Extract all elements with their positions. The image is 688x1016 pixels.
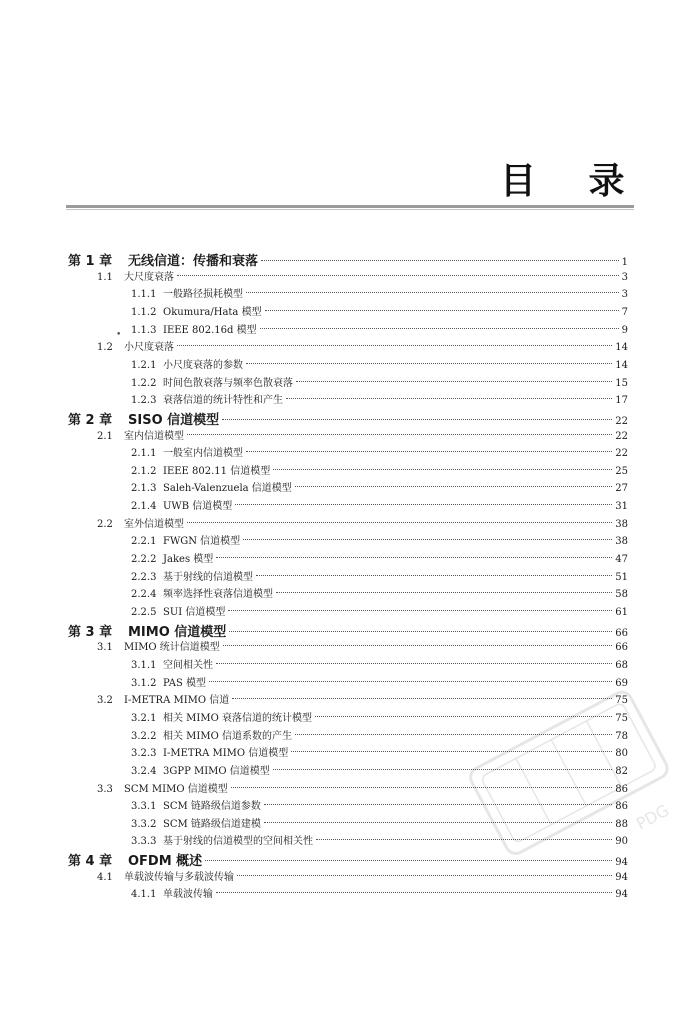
toc-entry-sub xyxy=(131,356,628,371)
toc-entry-number: 3.1.2 xyxy=(131,677,157,689)
toc-entry-page: 9 xyxy=(621,324,628,336)
toc-leader-dots xyxy=(286,398,612,399)
toc-leader-dots xyxy=(187,522,612,523)
toc-entry-number: 4.1 xyxy=(97,871,113,883)
toc-entry-page: 14 xyxy=(615,359,628,371)
toc-entry-title: IEEE 802.11 信道模型 xyxy=(163,465,271,477)
toc-leader-dots xyxy=(177,345,612,346)
toc-entry-sub xyxy=(131,321,628,336)
toc-entry-title: 一般室内信道模型 xyxy=(163,448,243,460)
toc-entry-section xyxy=(97,638,628,653)
toc-entry-number: 2.2.3 xyxy=(131,571,157,583)
toc-entry-number: 3.2.2 xyxy=(131,730,157,742)
toc-leader-dots xyxy=(261,260,619,261)
toc-leader-dots xyxy=(264,804,612,805)
toc-entry-number: 2.1 xyxy=(97,430,113,442)
toc-leader-dots xyxy=(260,328,619,329)
toc-entry-page: 25 xyxy=(615,465,628,477)
toc-leader-dots xyxy=(315,716,612,717)
toc-entry-number: 第 1 章 xyxy=(68,254,113,269)
toc-entry-section xyxy=(97,338,628,353)
toc-entry-page: 1 xyxy=(621,257,628,268)
toc-leader-dots xyxy=(246,451,612,452)
toc-entry-number: 1.1.3 xyxy=(131,324,157,336)
toc-entry-number: 1.2.3 xyxy=(131,395,157,407)
toc-entry-sub xyxy=(131,550,628,565)
toc-entry-title: UWB 信道模型 xyxy=(163,501,233,513)
toc-entry-sub xyxy=(131,444,628,459)
toc-leader-dots xyxy=(243,539,612,540)
toc-entry-title: FWGN 信道模型 xyxy=(163,536,241,548)
watermark-text: PDG xyxy=(632,800,673,834)
toc-entry-title: SUI 信道模型 xyxy=(163,607,226,618)
toc-entry-chapter xyxy=(68,409,628,428)
toc-entry-number: 2.1.2 xyxy=(131,465,157,477)
page-title: 目 录 xyxy=(500,161,645,202)
toc-entry-number: 第 4 章 xyxy=(68,854,113,870)
toc-leader-dots xyxy=(216,892,612,893)
toc-entry-number: 3.2 xyxy=(97,695,113,707)
toc-entry-chapter xyxy=(68,621,628,640)
toc-entry-page: 3 xyxy=(621,271,628,283)
toc-leader-dots xyxy=(256,575,612,576)
toc-entry-title: 一般路径损耗模型 xyxy=(163,289,243,301)
toc-entry-number: 1.2 xyxy=(97,342,113,354)
toc-leader-dots xyxy=(316,839,612,840)
toc-leader-dots xyxy=(246,363,612,364)
toc-entry-sub xyxy=(131,797,628,812)
toc-entry-page: 69 xyxy=(615,677,628,689)
toc-entry-page: 31 xyxy=(615,501,628,513)
toc-entry-title: MIMO 信道模型 xyxy=(128,624,227,640)
toc-entry-page: 80 xyxy=(615,748,628,760)
toc-leader-dots xyxy=(216,663,612,664)
toc-leader-dots xyxy=(231,787,613,788)
toc-entry-page: 38 xyxy=(615,536,628,548)
toc-entry-title: SCM MIMO 信道模型 xyxy=(124,783,228,795)
toc-entry-page: 58 xyxy=(615,589,628,601)
toc-entry-page: 66 xyxy=(615,642,628,654)
toc-entry-page: 15 xyxy=(615,377,628,389)
toc-entry-title: Saleh-Valenzuela 信道模型 xyxy=(163,483,292,495)
stray-mark: • xyxy=(116,330,122,340)
toc-entry-sub xyxy=(131,479,628,494)
toc-entry-sub xyxy=(131,815,628,830)
toc-entry-sub xyxy=(131,832,628,847)
toc-entry-page: 22 xyxy=(615,430,628,442)
toc-leader-dots xyxy=(209,681,612,682)
toc-entry-page: 38 xyxy=(615,518,628,530)
toc-entry-sub xyxy=(131,285,628,300)
toc-entry-title: 3GPP MIMO 信道模型 xyxy=(163,765,270,777)
toc-leader-dots xyxy=(223,645,612,646)
toc-entry-title: 基于射线的信道模型的空间相关性 xyxy=(163,836,313,848)
toc-entry-section xyxy=(97,780,628,795)
toc-entry-sub xyxy=(131,603,628,618)
toc-entry-title: SISO 信道模型 xyxy=(128,412,220,428)
toc-entry-page: 17 xyxy=(615,395,628,407)
toc-entry-number: 3.2.1 xyxy=(131,712,157,724)
toc-entry-sub xyxy=(131,727,628,742)
toc-entry-page: 61 xyxy=(615,607,628,618)
toc-entry-title: IEEE 802.16d 模型 xyxy=(163,324,257,336)
toc-entry-number: 3.3.1 xyxy=(131,801,157,813)
toc-entry-number: 1.2.2 xyxy=(131,377,157,389)
toc-entry-title: I-METRA MIMO 信道模型 xyxy=(163,748,289,760)
toc-entry-number: 3.1.1 xyxy=(131,659,157,671)
toc-leader-dots xyxy=(296,381,612,382)
toc-entry-number: 1.1 xyxy=(97,271,113,283)
toc-entry-page: 3 xyxy=(621,289,628,301)
toc-entry-section xyxy=(97,691,628,706)
toc-entry-title: 小尺度衰落的参数 xyxy=(163,359,243,371)
toc-entry-number: 2.1.4 xyxy=(131,501,157,513)
toc-entry-title: MIMO 统计信道模型 xyxy=(124,642,220,654)
toc-entry-page: 75 xyxy=(615,712,628,724)
toc-entry-title: OFDM 概述 xyxy=(128,854,203,870)
toc-leader-dots xyxy=(264,822,612,823)
toc-entry-number: 3.3.3 xyxy=(131,836,157,848)
toc-entry-title: 单载波传输与多载波传输 xyxy=(124,871,234,883)
toc-entry-number: 第 2 章 xyxy=(68,412,113,428)
toc-entry-sub xyxy=(131,391,628,406)
toc-entry-number: 3.3 xyxy=(97,783,113,795)
toc-entry-number: 2.1.1 xyxy=(131,448,157,460)
toc-entry-section xyxy=(97,868,628,883)
toc-entry-page: 90 xyxy=(615,836,628,848)
toc-entry-chapter xyxy=(68,250,628,269)
toc-entry-title: Jakes 模型 xyxy=(163,554,214,566)
toc-entry-title: 室外信道模型 xyxy=(124,518,184,530)
toc-entry-sub xyxy=(131,744,628,759)
toc-entry-sub xyxy=(131,585,628,600)
toc-entry-page: 75 xyxy=(615,695,628,707)
toc-entry-title: I-METRA MIMO 信道 xyxy=(124,695,230,707)
toc-entry-number: 1.1.1 xyxy=(131,289,157,301)
toc-leader-dots xyxy=(177,275,619,276)
toc-entry-page: 27 xyxy=(615,483,628,495)
title-rule-thin xyxy=(66,209,634,210)
toc-entry-page: 78 xyxy=(615,730,628,742)
toc-entry-sub xyxy=(131,709,628,724)
toc-leader-dots xyxy=(246,292,619,293)
toc-entry-chapter xyxy=(68,850,628,869)
toc-leader-dots xyxy=(273,769,612,770)
toc-leader-dots xyxy=(229,631,612,632)
toc-entry-sub xyxy=(131,462,628,477)
toc-leader-dots xyxy=(235,504,612,505)
toc-leader-dots xyxy=(291,751,612,752)
toc-entry-title: 衰落信道的统计特性和产生 xyxy=(163,395,283,407)
toc-leader-dots xyxy=(228,610,612,611)
toc-entry-sub xyxy=(131,568,628,583)
toc-leader-dots xyxy=(295,734,612,735)
toc-entry-page: 22 xyxy=(615,448,628,460)
toc-leader-dots xyxy=(237,875,612,876)
toc-entry-number: 1.2.1 xyxy=(131,359,157,371)
toc-entry-number: 4.1.1 xyxy=(131,889,157,901)
toc-entry-title: 小尺度衰落 xyxy=(124,342,174,354)
toc-leader-dots xyxy=(295,486,612,487)
toc-entry-title: PAS 模型 xyxy=(163,677,207,689)
toc-entry-sub xyxy=(131,762,628,777)
toc-leader-dots xyxy=(232,698,612,699)
toc-entry-number: 2.1.3 xyxy=(131,483,157,495)
toc-entry-title: 空间相关性 xyxy=(163,659,213,671)
toc-entry-number: 2.2.1 xyxy=(131,536,157,548)
toc-entry-page: 94 xyxy=(615,857,628,869)
toc-leader-dots xyxy=(187,434,612,435)
toc-entry-title: 频率选择性衰落信道模型 xyxy=(163,589,273,601)
toc-entry-page: 82 xyxy=(615,765,628,777)
toc-entry-sub xyxy=(131,497,628,512)
toc-leader-dots xyxy=(205,860,612,861)
toc-entry-number: 2.2.4 xyxy=(131,589,157,601)
toc-entry-sub xyxy=(131,303,628,318)
toc-entry-title: 相关 MIMO 信道系数的产生 xyxy=(163,730,292,742)
toc-entry-sub xyxy=(131,532,628,547)
toc-entry-number: 第 3 章 xyxy=(68,624,113,640)
toc-leader-dots xyxy=(265,310,619,311)
toc-entry-title: 单载波传输 xyxy=(163,889,213,901)
toc-entry-section xyxy=(97,515,628,530)
toc-entry-number: 3.2.3 xyxy=(131,748,157,760)
toc-entry-page: 22 xyxy=(615,415,628,427)
title-rule xyxy=(66,205,634,208)
toc-entry-number: 1.1.2 xyxy=(131,306,157,318)
toc-leader-dots xyxy=(222,419,612,420)
toc-entry-title: Okumura/Hata 模型 xyxy=(163,306,262,318)
toc-entry-title: SCM 链路级信道参数 xyxy=(163,801,261,813)
toc-entry-title: 大尺度衰落 xyxy=(124,271,174,283)
toc-entry-number: 2.2 xyxy=(97,518,113,530)
toc-entry-sub xyxy=(131,885,628,900)
toc-entry-title: 室内信道模型 xyxy=(124,430,184,442)
toc-entry-section xyxy=(97,268,628,283)
toc-entry-section xyxy=(97,427,628,442)
toc-entry-page: 14 xyxy=(615,342,628,354)
toc-entry-sub xyxy=(131,656,628,671)
toc-entry-page: 88 xyxy=(615,818,628,830)
toc-entry-page: 94 xyxy=(615,889,628,901)
toc-leader-dots xyxy=(276,592,612,593)
toc-entry-page: 94 xyxy=(615,871,628,883)
toc-entry-number: 3.1 xyxy=(97,642,113,654)
toc-entry-title: 基于射线的信道模型 xyxy=(163,571,253,583)
toc-entry-page: 51 xyxy=(615,571,628,583)
toc-entry-sub xyxy=(131,374,628,389)
toc-entry-number: 2.2.5 xyxy=(131,607,157,618)
toc-entry-title: 相关 MIMO 衰落信道的统计模型 xyxy=(163,712,312,724)
toc-entry-page: 66 xyxy=(615,627,628,639)
toc-entry-number: 3.3.2 xyxy=(131,818,157,830)
toc-entry-page: 47 xyxy=(615,554,628,566)
toc-entry-number: 2.2.2 xyxy=(131,554,157,566)
toc-entry-sub xyxy=(131,674,628,689)
toc-entry-page: 86 xyxy=(615,801,628,813)
toc-entry-number: 3.2.4 xyxy=(131,765,157,777)
toc-entry-title: SCM 链路级信道建模 xyxy=(163,818,261,830)
toc-entry-page: 86 xyxy=(615,783,628,795)
toc-entry-title: 无线信道：传播和衰落 xyxy=(128,254,259,269)
toc-entry-title: 时间色散衰落与频率色散衰落 xyxy=(163,377,293,389)
toc-entry-page: 68 xyxy=(615,659,628,671)
toc-leader-dots xyxy=(273,469,612,470)
toc-leader-dots xyxy=(216,557,612,558)
toc-entry-page: 7 xyxy=(621,306,628,318)
